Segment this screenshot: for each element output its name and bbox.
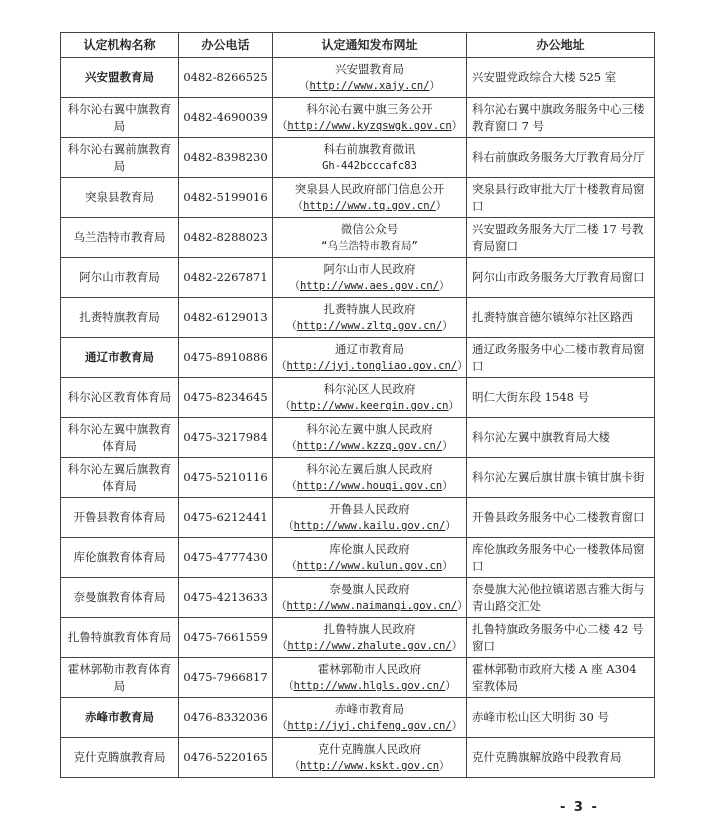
website-name: 扎鲁特旗人民政府 <box>323 621 416 636</box>
org-name-cell: 突泉县教育局 <box>61 178 179 218</box>
address-cell: 扎赉特旗音德尔镇绰尔社区路西 <box>467 298 655 338</box>
org-name-cell: 克什克腾旗教育局 <box>61 738 179 778</box>
table-row <box>61 338 655 378</box>
website-cell <box>273 618 467 658</box>
url-open-paren: （ <box>286 559 297 572</box>
website-url-line <box>276 518 463 535</box>
document-sheet <box>60 32 654 778</box>
website-url-line <box>276 478 463 495</box>
table-row <box>61 498 655 538</box>
header-website: 认定通知发布网址 <box>273 33 467 58</box>
website-url-link[interactable]: http://www.kskt.gov.cn <box>299 759 440 772</box>
website-cell <box>273 258 467 298</box>
website-cell <box>273 178 467 218</box>
website-name: 微信公众号 <box>340 221 399 236</box>
address-cell: 兴安盟政务服务大厅二楼 17 号教育局窗口 <box>467 218 655 258</box>
phone-cell: 0482-4690039 <box>179 98 273 138</box>
website-url-line <box>276 118 463 135</box>
website-url-link[interactable]: http://www.kzzq.gov.cn/ <box>296 439 443 452</box>
header-address: 办公地址 <box>467 33 655 58</box>
table-body <box>61 58 655 778</box>
url-open-paren: （ <box>286 479 297 492</box>
org-name-cell: 扎赉特旗教育局 <box>61 298 179 338</box>
address-cell: 通辽政务服务中心二楼市教育局窗口 <box>467 338 655 378</box>
website-cell <box>273 218 467 258</box>
url-open-paren: （ <box>283 679 294 692</box>
table-row <box>61 658 655 698</box>
website-name: 科尔沁左翼中旗人民政府 <box>306 421 433 436</box>
page-number: - 3 - <box>560 800 599 815</box>
website-cell <box>273 378 467 418</box>
table-row <box>61 618 655 658</box>
org-name-cell: 兴安盟教育局 <box>61 58 179 98</box>
website-cell <box>273 98 467 138</box>
table-row <box>61 258 655 298</box>
url-close-paren: ） <box>435 199 447 212</box>
org-name-cell: 霍林郭勒市教育体育局 <box>61 658 179 698</box>
address-cell: 阿尔山市政务服务大厅教育局窗口 <box>467 258 655 298</box>
website-name: 赤峰市教育局 <box>335 701 404 716</box>
website-url-link[interactable]: http://www.naimanqi.gov.cn/ <box>286 599 458 612</box>
website-url-line <box>276 678 463 695</box>
url-open-paren: （ <box>289 279 300 292</box>
website-name: 科尔沁右翼中旗三务公开 <box>306 101 433 116</box>
url-close-paren: ） <box>451 719 463 732</box>
phone-cell: 0475-5210116 <box>179 458 273 498</box>
website-url-link[interactable]: http://www.zhalute.gov.cn/ <box>287 639 452 652</box>
website-cell <box>273 138 467 178</box>
website-url-line <box>276 638 463 655</box>
org-name-cell: 乌兰浩特市教育局 <box>61 218 179 258</box>
url-open-paren: （ <box>276 719 288 732</box>
website-url-link[interactable]: http://www.kulun.gov.cn <box>296 559 443 572</box>
url-open-paren: （ <box>276 119 288 132</box>
website-cell <box>273 58 467 98</box>
website-cell <box>273 458 467 498</box>
website-name: 科尔沁区人民政府 <box>323 381 416 396</box>
phone-cell: 0475-7661559 <box>179 618 273 658</box>
website-url-link[interactable]: http://www.keerqin.gov.cn <box>290 399 449 412</box>
phone-cell: 0476-5220165 <box>179 738 273 778</box>
address-cell: 开鲁县政务服务中心二楼教育窗口 <box>467 498 655 538</box>
table-row <box>61 538 655 578</box>
website-url-line <box>276 158 463 175</box>
website-cell <box>273 738 467 778</box>
website-name: 克什克腾旗人民政府 <box>317 741 422 756</box>
address-cell: 突泉县行政审批大厅十楼教育局窗口 <box>467 178 655 218</box>
table-row <box>61 218 655 258</box>
url-open-paren: （ <box>286 319 297 332</box>
org-name-cell: 赤峰市教育局 <box>61 698 179 738</box>
table-row <box>61 138 655 178</box>
website-url-link[interactable]: http://www.houqi.gov.cn <box>296 479 443 492</box>
url-open-paren: （ <box>292 199 304 212</box>
website-name: 奈曼旗人民政府 <box>329 581 410 596</box>
website-url-line <box>276 718 463 735</box>
header-org: 认定机构名称 <box>61 33 179 58</box>
table-row <box>61 58 655 98</box>
address-cell: 扎鲁特旗政务服务中心二楼 42 号窗口 <box>467 618 655 658</box>
website-url-link[interactable]: http://www.aes.gov.cn/ <box>299 279 440 292</box>
header-phone: 办公电话 <box>179 33 273 58</box>
address-cell: 科尔沁左翼中旗教育局大楼 <box>467 418 655 458</box>
org-name-cell: 库伦旗教育体育局 <box>61 538 179 578</box>
org-name-cell: 科尔沁左翼后旗教育体育局 <box>61 458 179 498</box>
phone-cell: 0482-2267871 <box>179 258 273 298</box>
phone-cell: 0475-3217984 <box>179 418 273 458</box>
website-url-line <box>276 438 463 455</box>
table-row <box>61 98 655 138</box>
url-open-paren: （ <box>286 439 297 452</box>
phone-cell: 0482-8398230 <box>179 138 273 178</box>
address-cell: 明仁大街东段 1548 号 <box>467 378 655 418</box>
website-name: 霍林郭勒市人民政府 <box>317 661 422 676</box>
url-close-paren: ） <box>439 279 450 292</box>
website-cell <box>273 698 467 738</box>
org-name-cell: 奈曼旗教育体育局 <box>61 578 179 618</box>
org-name-cell: 科尔沁区教育体育局 <box>61 378 179 418</box>
website-url-link: Gh-442bcccafc83 <box>322 159 417 172</box>
address-cell: 科尔沁右翼中旗政务服务中心三楼教育窗口 7 号 <box>467 98 655 138</box>
url-close-paren: ） <box>445 519 456 532</box>
website-url-link[interactable]: http://jyj.chifeng.gov.cn/ <box>287 719 452 732</box>
phone-cell: 0482-8288023 <box>179 218 273 258</box>
table-row <box>61 178 655 218</box>
website-name: 突泉县人民政府部门信息公开 <box>294 181 445 196</box>
website-url-line <box>276 558 463 575</box>
address-cell: 克什克腾旗解放路中段教育局 <box>467 738 655 778</box>
website-url-link[interactable]: http://www.xajy.cn/ <box>309 79 430 92</box>
phone-cell: 0482-5199016 <box>179 178 273 218</box>
address-cell: 奈曼旗大沁他拉镇诺恩吉雅大街与青山路交汇处 <box>467 578 655 618</box>
org-name-cell: 开鲁县教育体育局 <box>61 498 179 538</box>
website-url-line <box>276 758 463 775</box>
table-row <box>61 698 655 738</box>
website-name: 阿尔山市人民政府 <box>323 261 416 276</box>
website-url-link[interactable]: http://www.kailu.gov.cn/ <box>293 519 446 532</box>
table-row <box>61 418 655 458</box>
url-open-paren: （ <box>289 759 300 772</box>
website-url-link[interactable]: http://www.tq.gov.cn/ <box>303 199 436 212</box>
address-cell: 科尔沁左翼后旗甘旗卡镇甘旗卡街 <box>467 458 655 498</box>
org-name-cell: 扎鲁特旗教育体育局 <box>61 618 179 658</box>
website-url-line <box>276 238 463 255</box>
website-url-line <box>276 398 463 415</box>
website-name: 扎赉特旗人民政府 <box>323 301 416 316</box>
website-cell <box>273 418 467 458</box>
phone-cell: 0482-8266525 <box>179 58 273 98</box>
table-row <box>61 458 655 498</box>
table-header-row <box>61 33 655 58</box>
website-url-line <box>276 278 463 295</box>
url-close-paren: ） <box>442 439 453 452</box>
url-close-paren: ） <box>457 599 468 612</box>
org-name-cell: 通辽市教育局 <box>61 338 179 378</box>
website-url-link[interactable]: http://jyj.tongliao.gov.cn/ <box>286 359 458 372</box>
url-close-paren: ） <box>442 319 453 332</box>
address-cell: 兴安盟党政综合大楼 525 室 <box>467 58 655 98</box>
url-close-paren: ） <box>442 559 453 572</box>
phone-cell: 0476-8332036 <box>179 698 273 738</box>
website-url-line <box>276 78 463 95</box>
url-open-paren: （ <box>283 519 294 532</box>
url-open-paren: （ <box>276 599 287 612</box>
phone-cell: 0475-4213633 <box>179 578 273 618</box>
address-cell: 赤峰市松山区大明街 30 号 <box>467 698 655 738</box>
url-open-paren: （ <box>298 79 310 92</box>
website-name: 开鲁县人民政府 <box>329 501 410 516</box>
org-name-cell: 科尔沁右翼前旗教育局 <box>61 138 179 178</box>
phone-cell: 0475-6212441 <box>179 498 273 538</box>
url-close-paren: ） <box>451 119 463 132</box>
website-url-line <box>276 598 468 615</box>
website-name: 库伦旗人民政府 <box>329 541 410 556</box>
address-cell: 库伦旗政务服务中心一楼教体局窗口 <box>467 538 655 578</box>
website-name: 科尔沁左翼后旗人民政府 <box>306 461 433 476</box>
website-url-link[interactable]: http://www.zltq.gov.cn/ <box>296 319 443 332</box>
website-cell <box>273 658 467 698</box>
website-name: 通辽市教育局 <box>335 341 404 356</box>
phone-cell: 0475-8234645 <box>179 378 273 418</box>
phone-cell: 0475-4777430 <box>179 538 273 578</box>
website-url-line <box>276 198 463 215</box>
url-open-paren: （ <box>279 399 291 412</box>
website-url-line <box>276 358 468 375</box>
url-close-paren: ） <box>451 639 463 652</box>
url-close-paren: ） <box>457 359 468 372</box>
education-office-table <box>60 32 655 778</box>
website-cell <box>273 538 467 578</box>
org-name-cell: 阿尔山市教育局 <box>61 258 179 298</box>
phone-cell: 0482-6129013 <box>179 298 273 338</box>
phone-cell: 0475-7966817 <box>179 658 273 698</box>
phone-cell: 0475-8910886 <box>179 338 273 378</box>
table-row <box>61 738 655 778</box>
website-url-line <box>276 318 463 335</box>
url-close-paren: ） <box>429 79 441 92</box>
website-cell <box>273 338 467 378</box>
website-url-link: “乌兰浩特市教育局” <box>321 239 418 252</box>
website-cell <box>273 498 467 538</box>
url-open-paren: （ <box>276 359 287 372</box>
website-name: 科右前旗教育微讯 <box>323 141 416 156</box>
address-cell: 霍林郭勒市政府大楼 A 座 A304 室教体局 <box>467 658 655 698</box>
website-cell <box>273 578 467 618</box>
table-row <box>61 578 655 618</box>
url-close-paren: ） <box>448 399 460 412</box>
url-close-paren: ） <box>445 679 456 692</box>
website-cell <box>273 298 467 338</box>
table-row <box>61 298 655 338</box>
url-close-paren: ） <box>442 479 453 492</box>
website-url-link[interactable]: http://www.hlgls.gov.cn/ <box>293 679 446 692</box>
website-url-link[interactable]: http://www.kyzqswgk.gov.cn <box>287 119 452 132</box>
url-close-paren: ） <box>439 759 450 772</box>
org-name-cell: 科尔沁右翼中旗教育局 <box>61 98 179 138</box>
address-cell: 科右前旗政务服务大厅教育局分厅 <box>467 138 655 178</box>
url-open-paren: （ <box>276 639 288 652</box>
org-name-cell: 科尔沁左翼中旗教育体育局 <box>61 418 179 458</box>
table-row <box>61 378 655 418</box>
website-name: 兴安盟教育局 <box>335 61 404 76</box>
